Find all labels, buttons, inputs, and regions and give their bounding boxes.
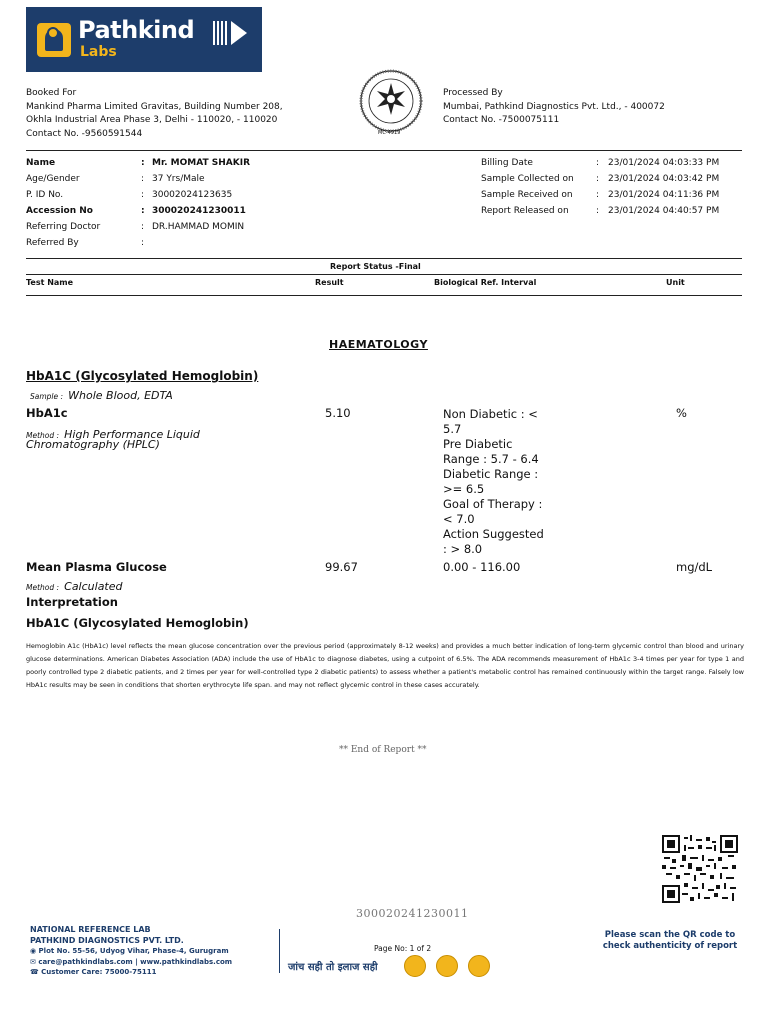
processed-by-block: [443, 87, 665, 128]
billing-label: Billing Date: [481, 158, 533, 168]
released-label: Report Released on: [481, 206, 569, 216]
method-label: Method :: [26, 431, 60, 440]
status-top-rule: [26, 258, 742, 259]
footer-lab-line2: PATHKIND DIAGNOSTICS PVT. LTD.: [30, 935, 184, 945]
ref-line: : > 8.0: [443, 542, 483, 556]
colon: :: [596, 206, 600, 216]
booked-for-block: [26, 87, 283, 141]
footer-lab-line1: NATIONAL REFERENCE LAB: [30, 925, 151, 934]
logo-bars-icon: [213, 21, 229, 45]
footer-slogan: जांच सही तो इलाज सही: [288, 962, 378, 973]
footer-contact: care@pathkindlabs.com | www.pathkindlabs.com: [38, 957, 233, 966]
qr-instruction: [600, 930, 740, 952]
received-label: Sample Received on: [481, 190, 573, 200]
qr-instruction-line1: Please scan the QR code to: [604, 930, 736, 940]
age-label: Age/Gender: [26, 174, 80, 184]
patient-age: 37 Yrs/Male: [152, 174, 205, 184]
col-result: Result: [315, 278, 344, 287]
barcode-number: 300020241230011: [356, 907, 469, 920]
location-pin-icon: ◉: [30, 947, 37, 955]
ref-line: 5.7: [443, 422, 462, 436]
method-row: [26, 575, 123, 594]
logo-arrow-icon: [231, 21, 247, 45]
test-name-hba1c: HbA1c: [26, 406, 68, 420]
header-divider: [26, 150, 742, 151]
footer-address-row: [30, 946, 232, 957]
name-label: Name: [26, 158, 56, 168]
unit-hba1c: %: [676, 406, 687, 420]
ref-line: < 7.0: [443, 512, 475, 526]
booked-for-line1: Mankind Pharma Limited Gravitas, Building Number 208,: [26, 101, 283, 112]
footer-divider: [279, 929, 280, 973]
method-value: Calculated: [64, 580, 123, 593]
processed-by-heading: Processed By: [443, 88, 503, 98]
received-date: 23/01/2024 04:11:36 PM: [608, 190, 720, 200]
mail-icon: ✉: [30, 957, 36, 966]
footer-lab-info: [30, 925, 232, 978]
collected-date: 23/01/2024 04:03:42 PM: [608, 174, 720, 184]
colon: :: [596, 174, 600, 184]
patient-pid: 30002024123635: [152, 190, 233, 200]
accession-number: 300020241230011: [152, 206, 246, 216]
sample-row: [30, 384, 173, 403]
badge-icon: [404, 955, 426, 977]
logo-sub: Labs: [80, 44, 117, 60]
doctor-label: Referring Doctor: [26, 222, 101, 232]
referring-doctor: DR.HAMMAD MOMIN: [152, 222, 245, 232]
accession-label: Accession No: [26, 206, 93, 216]
ref-line: Range : 5.7 - 6.4: [443, 452, 539, 466]
colon: :: [596, 190, 600, 200]
booked-for-contact: Contact No. -9560591544: [26, 128, 143, 139]
billing-date: 23/01/2024 04:03:33 PM: [608, 158, 720, 168]
qr-code-icon: [662, 835, 738, 903]
footer-care: Customer Care: 75000-75111: [41, 968, 157, 976]
interpretation-subheading: HbA1C (Glycosylated Hemoglobin): [26, 616, 249, 630]
colon: :: [141, 174, 145, 184]
booked-for-heading: Booked For: [26, 88, 77, 98]
colon: :: [141, 222, 145, 232]
col-ref-interval: Biological Ref. Interval: [434, 278, 537, 287]
ref-line: Goal of Therapy :: [443, 497, 543, 511]
colon: :: [596, 158, 600, 168]
sample-label: Sample :: [30, 392, 64, 401]
nabl-seal-icon: [359, 69, 423, 133]
ref-line: Action Suggested: [443, 527, 544, 541]
qr-instruction-line2: check authenticity of report: [602, 941, 738, 951]
phone-icon: ☎: [30, 968, 39, 976]
colon: :: [141, 158, 145, 168]
pathkind-logo: [26, 7, 262, 72]
method-label: Method :: [26, 583, 60, 592]
end-of-report: ** End of Report **: [339, 745, 427, 755]
ref-line: Diabetic Range :: [443, 467, 539, 481]
report-status: Report Status -Final: [330, 262, 421, 271]
footer-address: Plot No. 55-56, Udyog Vihar, Phase-4, Gurugram: [38, 947, 229, 955]
ref-interval-mpg: 0.00 - 116.00: [443, 560, 521, 574]
ref-line: Pre Diabetic: [443, 437, 513, 451]
colon: :: [141, 206, 145, 216]
referred-by-label: Referred By: [26, 238, 79, 248]
unit-mpg: mg/dL: [676, 560, 713, 574]
section-title: HAEMATOLOGY: [329, 338, 428, 351]
footer-care-row: [30, 967, 232, 978]
logo-name: Pathkind: [78, 16, 195, 44]
lab-person-icon: [37, 23, 71, 57]
colon: :: [141, 190, 145, 200]
method-value: High Performance Liquid: [64, 428, 200, 441]
result-mpg: 99.67: [325, 560, 358, 574]
ref-line: >= 6.5: [443, 482, 485, 496]
badge-icon: [468, 955, 490, 977]
ref-line: Non Diabetic : <: [443, 407, 538, 421]
interpretation-heading: Interpretation: [26, 595, 118, 609]
seal-caption: MC-4919: [378, 130, 401, 136]
col-unit: Unit: [666, 278, 685, 287]
pid-label: P. ID No.: [26, 190, 64, 200]
page-number: Page No: 1 of 2: [374, 944, 432, 953]
panel-title: HbA1C (Glycosylated Hemoglobin): [26, 369, 259, 383]
interpretation-text: Hemoglobin A1c (HbA1c) level reflects the mean glucose concentration over the previous period (approximately 8-12 weeks) and provides a much better indication of long-term glycemic control than blood and urinary glucose determinations. American Diabetes Association (ADA) include the use of HbA1c to diagnose diabetes, using a cutpoint of 6.5%. The ADA recommends measurement of HbA1c 3-4 times per year for type 1 and poorly controlled type 2 diabetic patients, and 2 times per year for well-controlled type 2 diabetic patients) to assess whether a patient's metabolic control has remained continuously within the target range. Falsely low HbA1c results may be seen in conditions that shorten erythrocyte life span. and may not reflect glycemic control in these cases accurately.: [26, 642, 744, 689]
booked-for-line2: Okhla Industrial Area Phase 3, Delhi - 110020, - 110020: [26, 115, 278, 125]
ref-interval-hba1c: [443, 407, 563, 557]
processed-by-line1: Mumbai, Pathkind Diagnostics Pvt. Ltd., - 400072: [443, 101, 665, 112]
released-date: 23/01/2024 04:40:57 PM: [608, 206, 720, 216]
colon: :: [141, 238, 145, 248]
method-value-cont: Chromatography (HPLC): [26, 438, 160, 451]
test-name-mpg: Mean Plasma Glucose: [26, 560, 167, 574]
col-test-name: Test Name: [26, 278, 74, 287]
badge-icon: [436, 955, 458, 977]
status-mid-rule: [26, 274, 742, 275]
processed-by-contact: Contact No. -7500075111: [443, 115, 560, 125]
result-hba1c: 5.10: [325, 406, 351, 420]
footer-contact-row: [30, 957, 232, 968]
collected-label: Sample Collected on: [481, 174, 574, 184]
patient-name: Mr. MOMAT SHAKIR: [152, 158, 250, 168]
sample-value: Whole Blood, EDTA: [68, 389, 173, 402]
columns-bottom-rule: [26, 295, 742, 296]
